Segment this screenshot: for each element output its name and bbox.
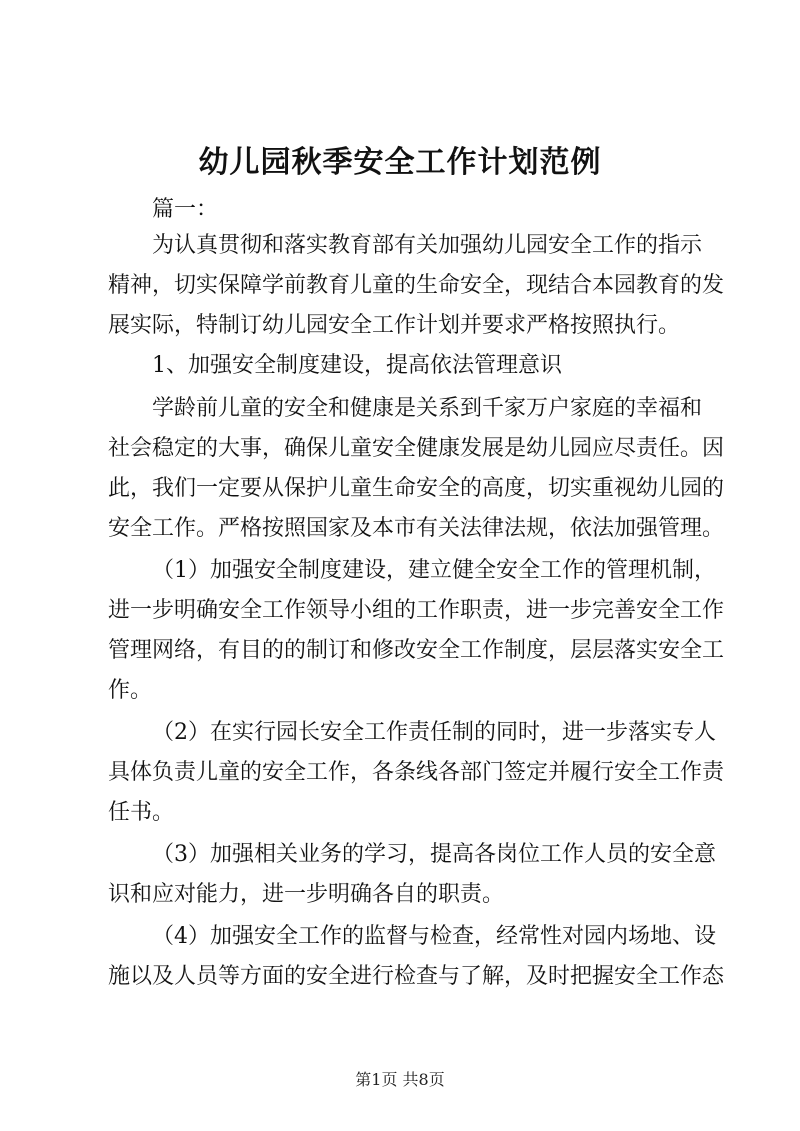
- paragraph-line: 进一步明确安全工作领导小组的工作职责，进一步完善安全工作: [108, 598, 725, 623]
- section-heading: 1、加强安全制度建设，提高依法管理意识: [152, 353, 562, 378]
- paragraph-line: （2）在实行园长安全工作责任制的同时，进一步落实专人: [152, 720, 716, 745]
- paragraph-line: 为认真贯彻和落实教育部有关加强幼儿园安全工作的指示: [152, 233, 703, 258]
- paragraph-line: 施以及人员等方面的安全进行检查与了解，及时把握安全工作态: [108, 964, 725, 989]
- paragraph-line: 社会稳定的大事，确保儿童安全健康发展是幼儿园应尽责任。因: [108, 436, 725, 461]
- page-number: 第1页 共8页: [355, 1070, 445, 1089]
- page-title: 幼儿园秋季安全工作计划范例: [198, 145, 602, 180]
- paragraph-line: 展实际，特制订幼儿园安全工作计划并要求严格按照执行。: [108, 313, 681, 338]
- section-label: 篇一：: [152, 197, 219, 222]
- paragraph-line: 具体负责儿童的安全工作，各条线各部门签定并履行安全工作责: [108, 760, 725, 785]
- paragraph-line: 精神，切实保障学前教育儿童的生命安全，现结合本园教育的发: [108, 273, 725, 298]
- paragraph-line: 识和应对能力，进一步明确各自的职责。: [108, 882, 505, 907]
- paragraph-line: （4）加强安全工作的监督与检查，经常性对园内场地、设: [152, 924, 716, 949]
- paragraph-line: 作。: [108, 678, 153, 703]
- paragraph-line: 此，我们一定要从保护儿童生命安全的高度，切实重视幼儿园的: [108, 476, 725, 501]
- paragraph-line: 安全工作。严格按照国家及本市有关法律法规，依法加强管理。: [108, 516, 725, 541]
- paragraph-line: 学龄前儿童的安全和健康是关系到千家万户家庭的幸福和: [152, 396, 703, 421]
- paragraph-line: 任书。: [108, 800, 175, 825]
- paragraph-line: 管理网络，有目的的制订和修改安全工作制度，层层落实安全工: [108, 638, 725, 663]
- paragraph-line: （3）加强相关业务的学习，提高各岗位工作人员的安全意: [152, 842, 716, 867]
- paragraph-line: （1）加强安全制度建设，建立健全安全工作的管理机制，: [152, 558, 716, 583]
